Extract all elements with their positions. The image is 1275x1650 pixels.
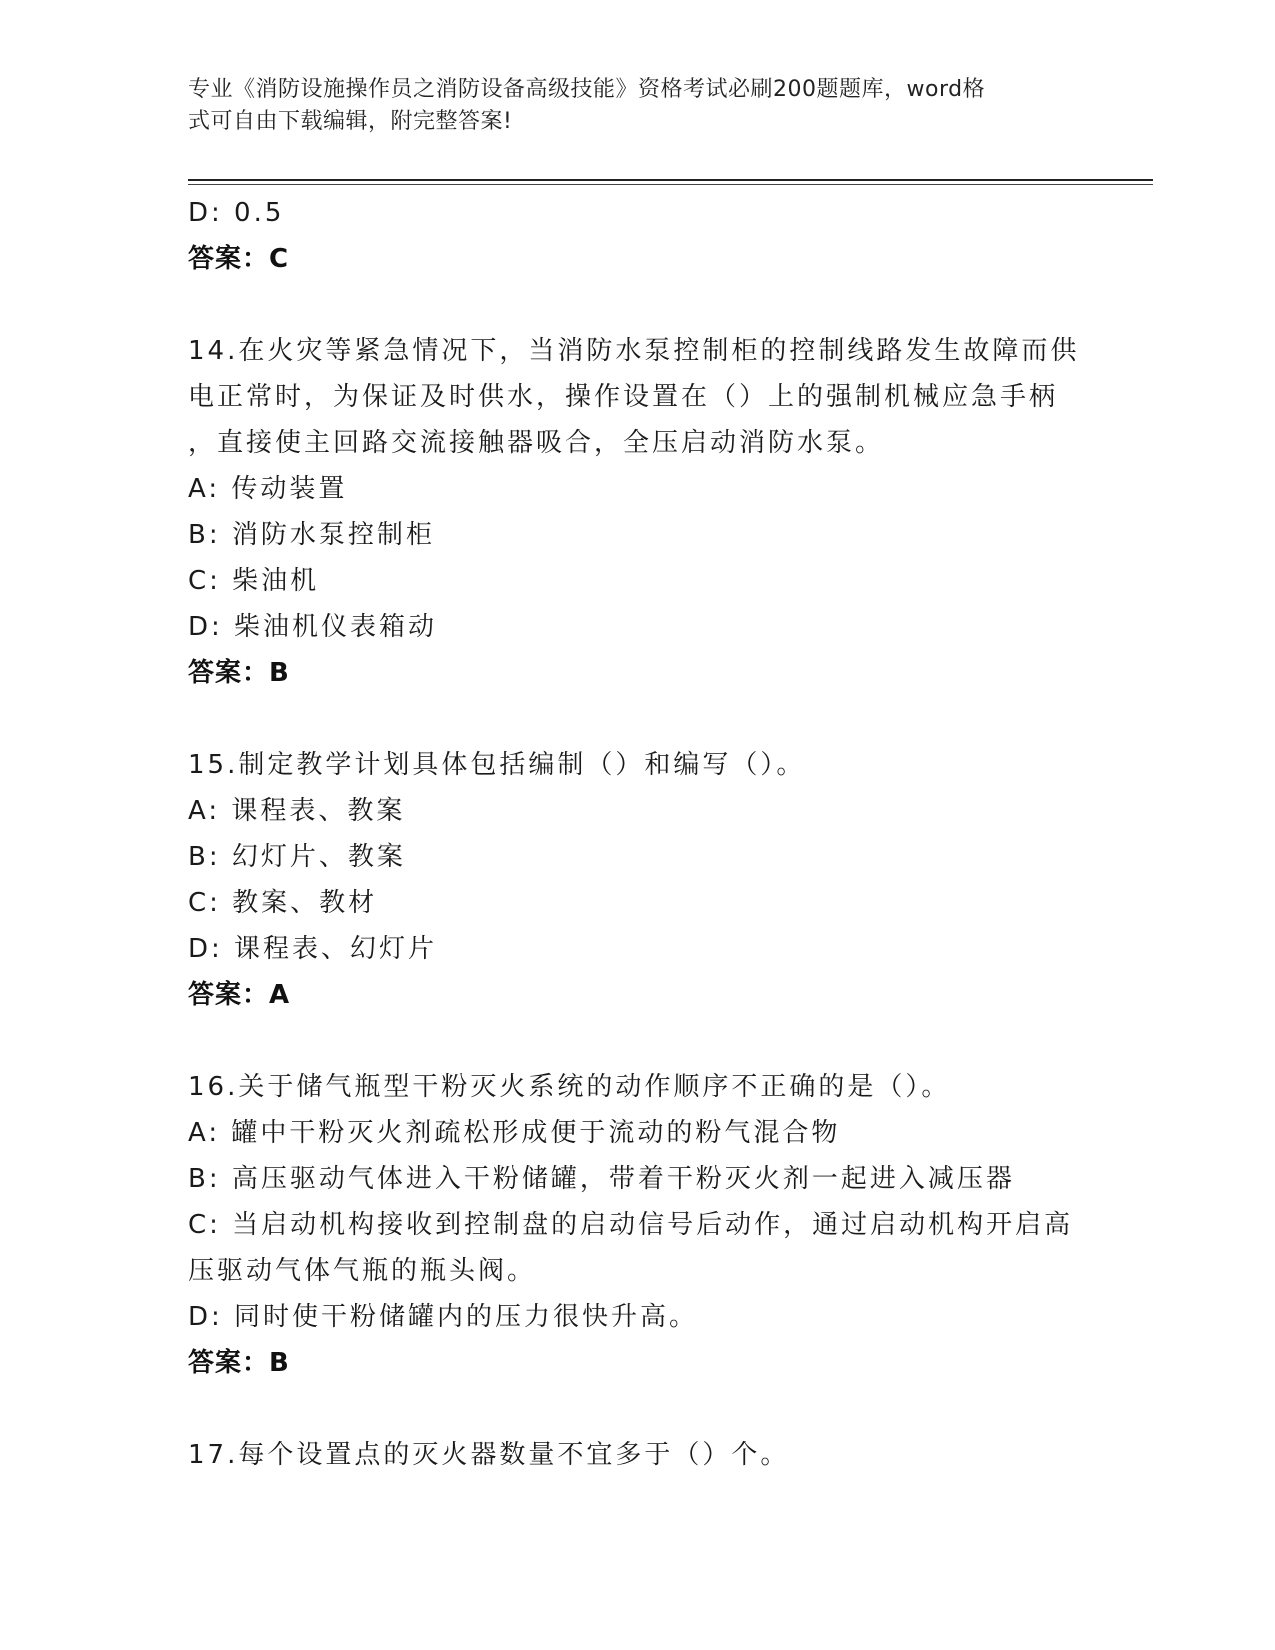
question-stem: 14.在火灾等紧急情况下，当消防水泵控制柜的控制线路发生故障而供 <box>188 336 1080 366</box>
header-divider-thin <box>188 184 1153 185</box>
option-b: B: 消防水泵控制柜 <box>188 520 435 550</box>
question-16 <box>188 1064 1088 1386</box>
option-d: D: 同时使干粉储罐内的压力很快升高。 <box>188 1302 699 1332</box>
answer-line: 答案：B <box>188 1348 290 1378</box>
header-line-1: 专业《消防设施操作员之消防设备高级技能》资格考试必刷200题题库，word格 <box>188 77 986 102</box>
option-c: C: 柴油机 <box>188 566 320 596</box>
question-17 <box>188 1432 1088 1478</box>
previous-question-tail <box>188 190 1088 282</box>
option-a: A: 罐中干粉灭火剂疏松形成便于流动的粉气混合物 <box>188 1118 841 1148</box>
question-stem: 16.关于储气瓶型干粉灭火系统的动作顺序不正确的是（）。 <box>188 1072 951 1102</box>
question-list <box>188 190 1088 1478</box>
document-header <box>188 74 1068 138</box>
option-b: B: 高压驱动气体进入干粉储罐，带着干粉灭火剂一起进入减压器 <box>188 1164 1015 1194</box>
option-b: B: 幻灯片、教案 <box>188 842 406 872</box>
answer-line: 答案：B <box>188 658 290 688</box>
option-c-continued: 压驱动气体气瓶的瓶头阀。 <box>188 1256 537 1286</box>
answer-line: 答案：C <box>188 244 290 274</box>
option-d: D: 课程表、幻灯片 <box>188 934 438 964</box>
question-15 <box>188 742 1088 1018</box>
header-line-2: 式可自由下载编辑，附完整答案! <box>188 109 513 134</box>
question-stem: 15.制定教学计划具体包括编制（）和编写（）。 <box>188 750 806 780</box>
question-stem: 17.每个设置点的灭火器数量不宜多于（）个。 <box>188 1440 790 1470</box>
header-divider-thick <box>188 179 1153 181</box>
option-a: A: 课程表、教案 <box>188 796 406 826</box>
option-c: C: 当启动机构接收到控制盘的启动信号后动作，通过启动机构开启高 <box>188 1210 1074 1240</box>
option-d: D: 0.5 <box>188 198 285 228</box>
question-14 <box>188 328 1088 696</box>
option-c: C: 教案、教材 <box>188 888 378 918</box>
question-stem: 电正常时，为保证及时供水，操作设置在（）上的强制机械应急手柄 <box>188 382 1059 412</box>
question-stem: ，直接使主回路交流接触器吸合，全压启动消防水泵。 <box>188 428 885 458</box>
option-d: D: 柴油机仪表箱动 <box>188 612 438 642</box>
option-a: A: 传动装置 <box>188 474 348 504</box>
answer-line: 答案：A <box>188 980 291 1010</box>
